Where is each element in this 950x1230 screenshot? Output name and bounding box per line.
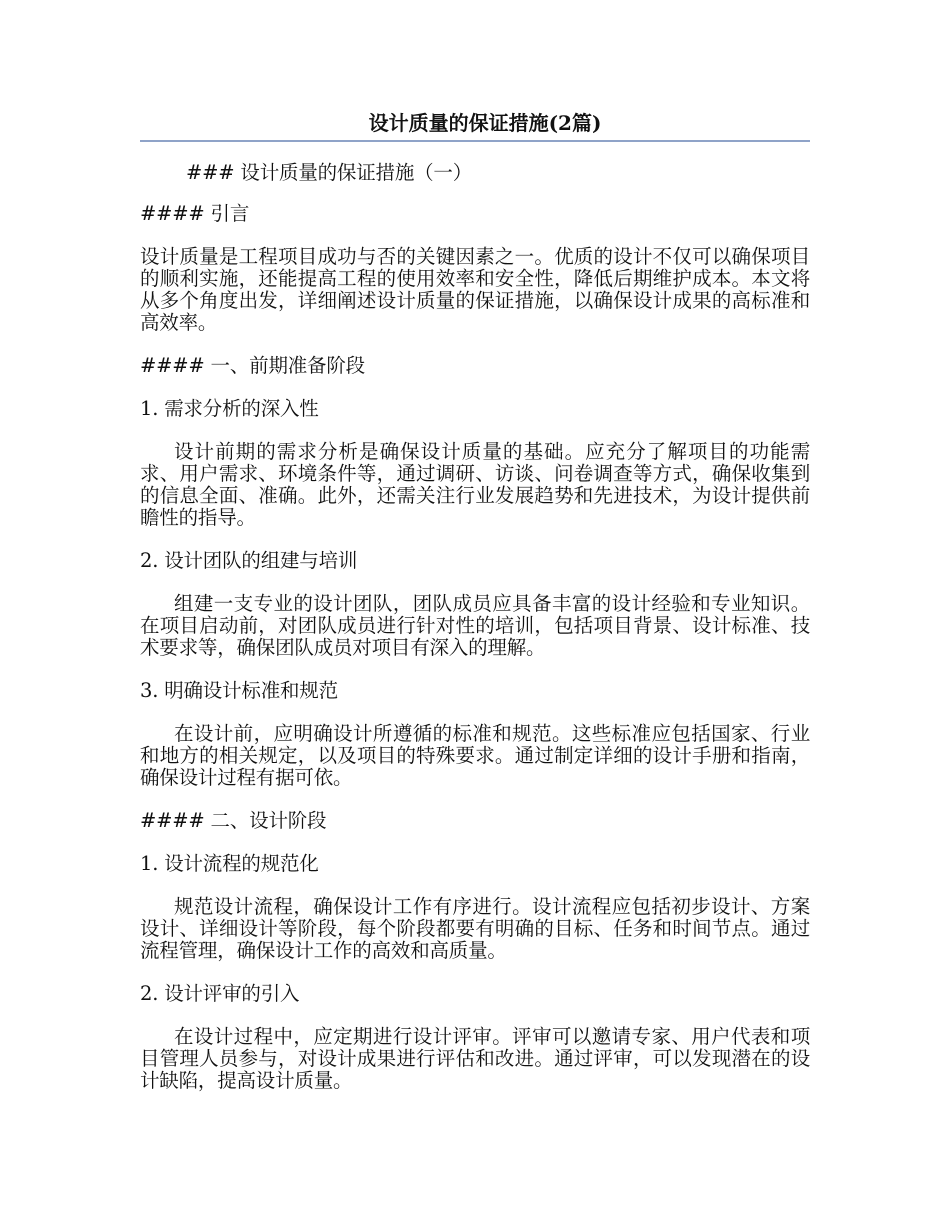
intro-paragraph: 设计质量是工程项目成功与否的关键因素之一。优质的设计不仅可以确保项目的顺利实施，还能提高工程的使用效率和安全性，降低后期维护成本。本文将从多个角度出发，详细阐述设计质量的保证措施，以确保设计成果的高标准和高效率。 [140, 245, 810, 334]
subsection-heading: #### 二、设计阶段 [140, 809, 327, 832]
body-paragraph: 在设计前，应明确设计所遵循的标准和规范。这些标准应包括国家、行业和地方的相关规定，以及项目的特殊要求。通过制定详细的设计手册和指南，确保设计过程有据可依。 [140, 722, 810, 789]
section-heading: ### 设计质量的保证措施（一） [186, 161, 473, 184]
document-title: 设计质量的保证措施(2篇) [368, 111, 602, 135]
list-item-title: 2. 设计团队的组建与培训 [140, 549, 358, 572]
subsection-heading: #### 一、前期准备阶段 [140, 354, 365, 377]
list-item-title: 1. 设计流程的规范化 [140, 852, 319, 875]
body-paragraph: 规范设计流程，确保设计工作有序进行。设计流程应包括初步设计、方案设计、详细设计等阶段，每个阶段都要有明确的目标、任务和时间节点。通过流程管理，确保设计工作的高效和高质量。 [140, 895, 810, 962]
subsection-heading: #### 引言 [140, 202, 250, 225]
body-paragraph: 设计前期的需求分析是确保设计质量的基础。应充分了解项目的功能需求、用户需求、环境条件等，通过调研、访谈、问卷调查等方式，确保收集到的信息全面、准确。此外，还需关注行业发展趋势和先进技术，为设计提供前瞻性的指导。 [140, 440, 810, 529]
document-page [140, 108, 810, 1113]
body-paragraph: 组建一支专业的设计团队，团队成员应具备丰富的设计经验和专业知识。在项目启动前，对团队成员进行针对性的培训，包括项目背景、设计标准、技术要求等，确保团队成员对项目有深入的理解。 [140, 592, 810, 659]
list-item-title: 1. 需求分析的深入性 [140, 397, 319, 420]
body-paragraph: 在设计过程中，应定期进行设计评审。评审可以邀请专家、用户代表和项目管理人员参与，对设计成果进行评估和改进。通过评审，可以发现潜在的设计缺陷，提高设计质量。 [140, 1025, 810, 1092]
list-item-title: 2. 设计评审的引入 [140, 982, 300, 1005]
list-item-title: 3. 明确设计标准和规范 [140, 679, 338, 702]
title-underline [140, 140, 810, 142]
